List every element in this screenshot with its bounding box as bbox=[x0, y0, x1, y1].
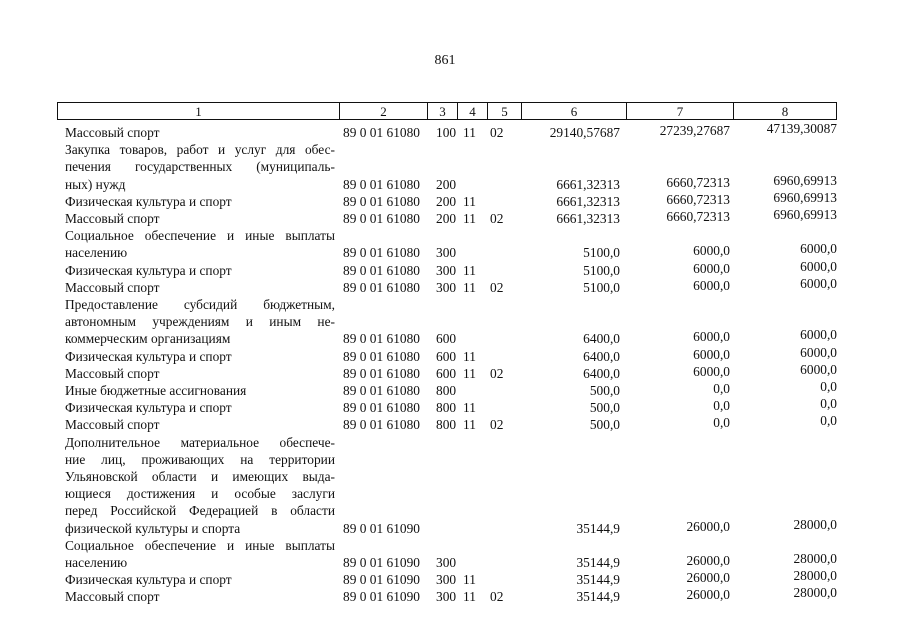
row-name-line: ние лиц, проживающих на территории bbox=[65, 451, 335, 467]
row-name-line: Массовый спорт bbox=[65, 279, 160, 295]
row-name-line: населению bbox=[65, 245, 128, 261]
amount-col-8: 0,0 bbox=[820, 379, 837, 394]
expense-type-code: 200 bbox=[436, 176, 457, 192]
target-article-code: 89 0 01 61080 bbox=[343, 417, 420, 433]
row-code bbox=[343, 176, 523, 193]
section-code: 11 bbox=[463, 262, 476, 278]
row-name bbox=[65, 124, 335, 141]
amount-col-6: 35144,9 bbox=[576, 589, 620, 605]
table-row bbox=[0, 121, 905, 141]
section-code: 11 bbox=[463, 572, 476, 588]
amount-col-6: 29140,57687 bbox=[549, 125, 620, 140]
amount-col-6: 5100,0 bbox=[583, 245, 620, 261]
row-name bbox=[65, 382, 335, 399]
table-row bbox=[0, 413, 905, 433]
row-name-line: Массовый спорт bbox=[65, 365, 160, 381]
row-code bbox=[343, 210, 523, 227]
target-article-code: 89 0 01 61090 bbox=[343, 589, 420, 605]
target-article-code: 89 0 01 61090 bbox=[343, 520, 420, 536]
section-code: 11 bbox=[463, 400, 476, 416]
row-code bbox=[343, 365, 523, 382]
header-col-7: 7 bbox=[626, 103, 733, 119]
amount-col-7: 26000,0 bbox=[686, 570, 730, 586]
row-name bbox=[65, 279, 335, 296]
section-code: 11 bbox=[463, 417, 476, 433]
section-code: 11 bbox=[463, 211, 476, 226]
row-code bbox=[343, 571, 523, 588]
row-name bbox=[65, 193, 335, 210]
section-code: 11 bbox=[463, 365, 476, 381]
row-name-line: перед Российской Федерацией в области bbox=[65, 503, 335, 519]
amount-col-6: 35144,9 bbox=[576, 520, 620, 536]
table-row bbox=[0, 434, 905, 537]
amount-col-7: 6660,72313 bbox=[666, 209, 730, 224]
row-name-line: коммерческим организациям bbox=[65, 331, 231, 347]
amount-col-7: 6000,0 bbox=[693, 277, 730, 293]
target-article-code: 89 0 01 61080 bbox=[343, 193, 420, 209]
subsection-code: 02 bbox=[490, 417, 504, 433]
amount-col-7: 6660,72313 bbox=[666, 174, 730, 190]
row-name-line: Социальное обеспечение и иные выплаты bbox=[65, 228, 335, 244]
section-code: 11 bbox=[463, 348, 476, 364]
row-name-line: Физическая культура и спорт bbox=[65, 348, 232, 364]
amount-col-7: 26000,0 bbox=[686, 518, 730, 534]
header-col-3: 3 bbox=[427, 103, 457, 119]
amount-col-6: 500,0 bbox=[589, 417, 620, 433]
target-article-code: 89 0 01 61080 bbox=[343, 245, 420, 261]
row-name bbox=[65, 365, 335, 382]
subsection-code: 02 bbox=[490, 589, 504, 605]
amount-col-6: 6661,32313 bbox=[556, 193, 620, 209]
target-article-code: 89 0 01 61080 bbox=[343, 400, 420, 416]
header-col-5: 5 bbox=[487, 103, 521, 119]
table-header bbox=[57, 102, 837, 120]
subsection-code: 02 bbox=[490, 125, 504, 140]
row-name-line: населению bbox=[65, 554, 128, 570]
amount-col-8: 6000,0 bbox=[800, 361, 837, 377]
row-name-line: Физическая культура и спорт bbox=[65, 193, 232, 209]
header-col-2: 2 bbox=[339, 103, 427, 119]
amount-col-6: 35144,9 bbox=[576, 554, 620, 570]
row-name-line: печения государственных (муниципаль- bbox=[65, 159, 335, 175]
header-col-1: 1 bbox=[195, 104, 202, 119]
row-name-line: Физическая культура и спорт bbox=[65, 572, 232, 588]
row-name bbox=[65, 399, 335, 416]
header-col-4: 4 bbox=[457, 103, 487, 119]
amount-col-8: 28000,0 bbox=[793, 516, 837, 532]
table-row bbox=[0, 275, 905, 296]
subsection-code: 02 bbox=[490, 279, 504, 295]
amount-col-6: 6661,32313 bbox=[556, 176, 620, 192]
target-article-code: 89 0 01 61080 bbox=[343, 262, 420, 278]
row-name-line: Дополнительное материальное обеспече- bbox=[65, 434, 335, 450]
target-article-code: 89 0 01 61080 bbox=[343, 176, 420, 192]
row-name bbox=[65, 262, 335, 279]
expense-type-code: 300 bbox=[436, 262, 457, 278]
amount-col-8: 28000,0 bbox=[793, 568, 837, 584]
amount-col-8: 6000,0 bbox=[800, 344, 837, 360]
target-article-code: 89 0 01 61080 bbox=[343, 348, 420, 364]
target-article-code: 89 0 01 61090 bbox=[343, 554, 420, 570]
row-code bbox=[343, 262, 523, 279]
amount-col-8: 28000,0 bbox=[793, 585, 837, 601]
expense-type-code: 300 bbox=[436, 279, 457, 295]
amount-col-8: 6000,0 bbox=[800, 258, 837, 274]
expense-type-code: 300 bbox=[436, 554, 457, 570]
expense-type-code: 300 bbox=[436, 589, 457, 605]
row-name bbox=[65, 210, 335, 227]
row-code bbox=[343, 193, 523, 210]
page-number: 861 bbox=[434, 53, 456, 68]
amount-col-6: 5100,0 bbox=[583, 262, 620, 278]
row-code bbox=[343, 244, 523, 261]
amount-col-8: 28000,0 bbox=[793, 550, 837, 566]
target-article-code: 89 0 01 61080 bbox=[343, 125, 420, 140]
amount-col-7: 26000,0 bbox=[686, 587, 730, 603]
row-name-line: Физическая культура и спорт bbox=[65, 262, 232, 278]
row-name-line: ющиеся достижения и особые заслуги bbox=[65, 486, 335, 502]
expense-type-code: 800 bbox=[436, 383, 457, 398]
row-name bbox=[65, 416, 335, 433]
amount-col-7: 6000,0 bbox=[693, 260, 730, 276]
row-name-line: Массовый спорт bbox=[65, 589, 160, 605]
row-code bbox=[343, 330, 523, 347]
table-row bbox=[0, 537, 905, 571]
expense-type-code: 600 bbox=[436, 348, 457, 364]
amount-col-8: 0,0 bbox=[820, 413, 837, 429]
row-name bbox=[65, 141, 335, 193]
amount-col-8: 47139,30087 bbox=[766, 121, 837, 136]
target-article-code: 89 0 01 61080 bbox=[343, 383, 420, 398]
amount-col-7: 6000,0 bbox=[693, 363, 730, 379]
target-article-code: 89 0 01 61080 bbox=[343, 331, 420, 347]
amount-col-6: 6400,0 bbox=[583, 365, 620, 381]
table-row bbox=[0, 141, 905, 193]
row-name-line: Закупка товаров, работ и услуг для обес- bbox=[65, 142, 335, 158]
row-name bbox=[65, 537, 335, 571]
row-name bbox=[65, 571, 335, 588]
amount-col-8: 0,0 bbox=[820, 396, 837, 412]
amount-col-6: 5100,0 bbox=[583, 279, 620, 295]
row-code bbox=[343, 416, 523, 433]
section-code: 11 bbox=[463, 125, 476, 140]
expense-type-code: 800 bbox=[436, 400, 457, 416]
row-code bbox=[343, 554, 523, 571]
expense-type-code: 100 bbox=[436, 125, 457, 140]
amount-col-7: 26000,0 bbox=[686, 552, 730, 568]
amount-col-6: 6400,0 bbox=[583, 348, 620, 364]
amount-col-7: 6000,0 bbox=[693, 346, 730, 362]
row-name-line: Массовый спорт bbox=[65, 417, 160, 433]
expense-type-code: 600 bbox=[436, 331, 457, 347]
row-name-line: Социальное обеспечение и иные выплаты bbox=[65, 537, 335, 553]
amount-col-6: 6400,0 bbox=[583, 331, 620, 347]
expense-type-code: 600 bbox=[436, 365, 457, 381]
table-row bbox=[0, 585, 905, 605]
row-name bbox=[65, 348, 335, 365]
target-article-code: 89 0 01 61080 bbox=[343, 365, 420, 381]
row-name-line: автономным учреждениям и иным не- bbox=[65, 314, 335, 330]
row-code bbox=[343, 520, 523, 537]
row-code bbox=[343, 279, 523, 296]
section-code: 11 bbox=[463, 589, 476, 605]
table-row bbox=[0, 227, 905, 261]
row-name bbox=[65, 227, 335, 261]
row-code bbox=[343, 399, 523, 416]
header-col-6: 6 bbox=[521, 103, 626, 119]
row-name-line: Физическая культура и спорт bbox=[65, 400, 232, 416]
row-name-line: Ульяновской области и имеющих выда- bbox=[65, 468, 335, 484]
section-code: 11 bbox=[463, 279, 476, 295]
row-name bbox=[65, 588, 335, 605]
expense-type-code: 200 bbox=[436, 211, 457, 226]
amount-col-8: 6960,69913 bbox=[773, 207, 837, 222]
table-row bbox=[0, 207, 905, 227]
expense-type-code: 300 bbox=[436, 245, 457, 261]
amount-col-7: 0,0 bbox=[713, 398, 730, 414]
amount-col-7: 0,0 bbox=[713, 381, 730, 396]
amount-col-7: 6000,0 bbox=[693, 329, 730, 345]
row-name-line: Предоставление субсидий бюджетным, bbox=[65, 297, 335, 312]
row-code bbox=[343, 348, 523, 365]
row-name bbox=[65, 434, 335, 537]
row-name-line: Массовый спорт bbox=[65, 211, 160, 226]
header-col-8: 8 bbox=[733, 103, 836, 119]
amount-col-7: 0,0 bbox=[713, 415, 730, 431]
amount-col-8: 6000,0 bbox=[800, 327, 837, 343]
table-row bbox=[0, 296, 905, 348]
row-name bbox=[65, 296, 335, 348]
row-code bbox=[343, 382, 523, 399]
amount-col-8: 6960,69913 bbox=[773, 172, 837, 188]
amount-col-6: 6661,32313 bbox=[556, 211, 620, 226]
amount-col-8: 6000,0 bbox=[800, 241, 837, 257]
subsection-code: 02 bbox=[490, 365, 504, 381]
target-article-code: 89 0 01 61080 bbox=[343, 279, 420, 295]
amount-col-8: 6960,69913 bbox=[773, 189, 837, 205]
row-name-line: Иные бюджетные ассигнования bbox=[65, 383, 247, 398]
amount-col-7: 6660,72313 bbox=[666, 191, 730, 207]
section-code: 11 bbox=[463, 193, 476, 209]
target-article-code: 89 0 01 61090 bbox=[343, 572, 420, 588]
row-code bbox=[343, 588, 523, 605]
amount-col-7: 6000,0 bbox=[693, 243, 730, 259]
row-name-line: Массовый спорт bbox=[65, 125, 160, 140]
amount-col-8: 6000,0 bbox=[800, 275, 837, 291]
expense-type-code: 200 bbox=[436, 193, 457, 209]
amount-col-7: 27239,27687 bbox=[659, 123, 730, 138]
expense-type-code: 300 bbox=[436, 572, 457, 588]
target-article-code: 89 0 01 61080 bbox=[343, 211, 420, 226]
amount-col-6: 500,0 bbox=[589, 400, 620, 416]
row-name-line: физической культуры и спорта bbox=[65, 520, 241, 536]
amount-col-6: 35144,9 bbox=[576, 572, 620, 588]
amount-col-6: 500,0 bbox=[589, 383, 620, 398]
row-code bbox=[343, 124, 523, 141]
row-name-line: ных) нужд bbox=[65, 176, 126, 192]
expense-type-code: 800 bbox=[436, 417, 457, 433]
subsection-code: 02 bbox=[490, 211, 504, 226]
